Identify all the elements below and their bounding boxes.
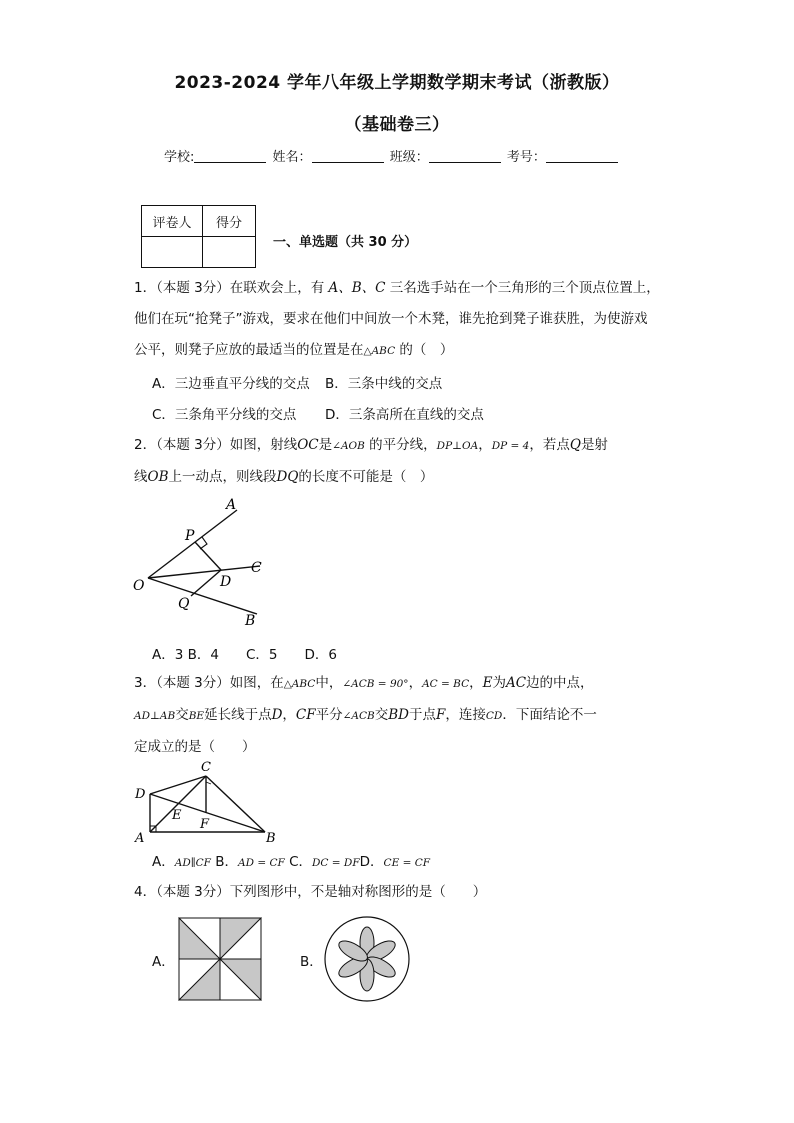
label-d: D xyxy=(135,787,146,802)
class-label: 班级： xyxy=(389,150,429,165)
q1-line-1: 1．（本题 3分）在联欢会上，有 A、B、C 三名选手站在一个三角形的三个顶点位置上， xyxy=(134,280,660,296)
ray-oa xyxy=(148,510,237,578)
class-blank xyxy=(429,148,501,163)
q3-line-3: 定成立的是（ ） xyxy=(134,739,256,755)
flower-figure xyxy=(323,915,411,1003)
angle-mark-c xyxy=(206,782,211,784)
q4-option-b-label[interactable]: B． xyxy=(300,954,323,970)
q1-line-3: 公平，则凳子应放的最适当的位置是在△ABC 的（ ） xyxy=(134,342,454,358)
label-p: P xyxy=(185,528,195,544)
q1-option-a[interactable]: A．三边垂直平分线的交点 xyxy=(152,376,310,392)
q2-line-1: 2．（本题 3分）如图，射线OC是∠AOB 的平分线，DP⊥OA，DP = 4，若点Q是射 xyxy=(134,437,608,453)
q3-line-2: AD⊥AB交BE延长线于点D，CF平分∠ACB交BD于点F，连接CD．下面结论不一 xyxy=(134,707,597,723)
question-1 xyxy=(134,273,664,367)
score-cell xyxy=(203,237,256,268)
q4-option-a-label[interactable]: A． xyxy=(152,954,175,970)
name-label: 姓名： xyxy=(272,150,312,165)
q1-option-d[interactable]: D．三条高所在直线的交点 xyxy=(325,407,484,423)
school-blank xyxy=(194,148,266,163)
student-info-row xyxy=(164,146,620,165)
segment-dq xyxy=(191,570,221,596)
q1-option-c[interactable]: C．三条角平分线的交点 xyxy=(152,407,297,423)
exam-number-label: 考号： xyxy=(506,150,546,165)
label-c: C xyxy=(201,760,211,775)
school-label: 学校: xyxy=(164,150,195,165)
grader-cell xyxy=(142,237,203,268)
label-e: E xyxy=(172,808,182,823)
label-b: B xyxy=(245,613,256,629)
label-c: C xyxy=(251,560,262,576)
q3-triangle-figure xyxy=(128,758,283,848)
ray-ob xyxy=(148,578,257,614)
q1-option-b[interactable]: B．三条中线的交点 xyxy=(325,376,443,392)
label-f: F xyxy=(200,817,210,832)
label-q: Q xyxy=(178,596,190,612)
q1-line-2: 他们在玩“抢凳子”游戏，要求在他们中间放一个木凳，谁先抢到凳子谁获胜，为使游戏 xyxy=(134,311,648,327)
segment-bc xyxy=(206,776,265,832)
right-angle-mark xyxy=(200,537,207,549)
score-table xyxy=(141,205,256,268)
section-heading: 一、单选题（共 30 分） xyxy=(273,235,418,250)
grader-header: 评卷人 xyxy=(142,206,203,237)
q3-options[interactable]: A．AD∥CF B．AD = CF C．DC = DFD．CE = CF xyxy=(152,854,431,870)
q2-angle-figure xyxy=(125,490,275,630)
name-blank xyxy=(312,148,384,163)
label-b: B xyxy=(266,831,276,846)
question-2 xyxy=(134,430,664,493)
segment-dp xyxy=(195,542,221,570)
question-4: 4．（本题 3分）下列图形中，不是轴对称图形的是（ ） xyxy=(134,884,487,900)
exam-title: 2023-2024 学年八年级上学期数学期末考试（浙教版） xyxy=(174,73,620,93)
ray-oc xyxy=(148,566,260,578)
q2-line-2: 线OB上一动点，则线段DQ的长度不可能是（ ） xyxy=(134,469,434,485)
label-a: A xyxy=(135,831,145,846)
label-a: A xyxy=(226,497,237,513)
exam-subtitle: （基础卷三） xyxy=(344,115,450,135)
label-o: O xyxy=(133,578,145,594)
q2-options[interactable]: A．3 B．4 C．5 D．6 xyxy=(152,647,337,663)
label-d: D xyxy=(220,574,232,590)
q3-line-1: 3．（本题 3分）如图，在△ABC中，∠ACB = 90°，AC = BC，E为AC边的中点， xyxy=(134,675,594,691)
score-header: 得分 xyxy=(203,206,256,237)
exam-number-blank xyxy=(546,148,618,163)
pinwheel-figure xyxy=(178,917,262,1001)
question-3 xyxy=(134,668,664,763)
